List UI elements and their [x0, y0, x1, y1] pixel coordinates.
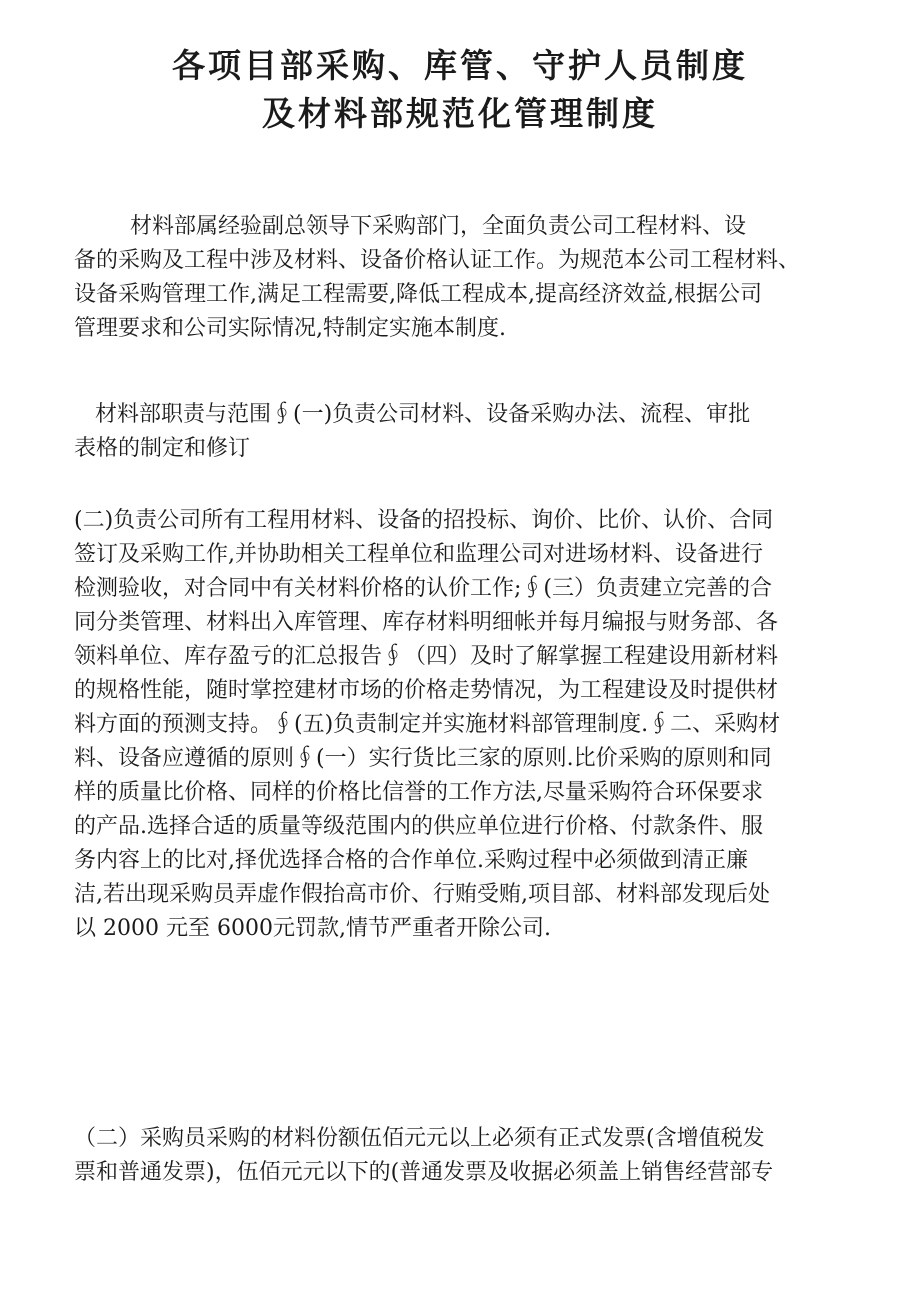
text-line: 材料部职责与范围∮(一)负责公司材料、设备采购办法、流程、审批 — [74, 402, 751, 427]
text-line: 材料部属经验副总领导下采购部门，全面负责公司工程材料、设 — [74, 214, 746, 239]
document-title-line-2: 及材料部规范化管理制度 — [262, 94, 658, 133]
paragraph-invoice-rules — [74, 1122, 870, 1190]
paragraph-duties-and-principles — [74, 504, 870, 946]
text-line: 票和普通发票)，伍佰元元以下的(普通发票及收据必须盖上销售经营部专 — [74, 1160, 774, 1185]
text-line: 同分类管理、材料出入库管理、库存材料明细帐并每月编报与财务部、各 — [74, 610, 779, 635]
text-line: 料方面的预测支持。∮(五)负责制定并实施材料部管理制度.∮二、采购材 — [74, 712, 781, 737]
paragraph-responsibilities — [74, 398, 870, 466]
text-line: 样的质量比价格、同样的价格比信誉的工作方法,尽量采购符合环保要求 — [74, 780, 763, 805]
text-line: （二）采购员采购的材料份额伍佰元元以上必须有正式发票(含增值税发 — [74, 1126, 765, 1151]
text-line: 的规格性能，随时掌控建材市场的价格走势情况，为工程建设及时提供材 — [74, 678, 779, 703]
text-line: 签订及采购工作,并协助相关工程单位和监理公司对进场材料、设备进行 — [74, 542, 763, 567]
text-line: 表格的制定和修订 — [74, 436, 251, 461]
text-line: (二)负责公司所有工程用材料、设备的招投标、询价、比价、认价、合同 — [74, 508, 774, 533]
text-line: 领料单位、库存盈亏的汇总报告∮（四）及时了解掌握工程建设用新材料 — [74, 644, 779, 669]
text-line: 设备采购管理工作,满足工程需要,降低工程成本,提高经济效益,根据公司 — [74, 282, 762, 307]
text-line: 检测验收，对合同中有关材料价格的认价工作;∮(三）负责建立完善的合 — [74, 576, 772, 601]
document-title-line-1: 各项目部采购、库管、守护人员制度 — [172, 46, 748, 85]
paragraph-intro — [74, 210, 870, 346]
text-line: 务内容上的比对,择优选择合格的合作单位.采购过程中必须做到清正廉 — [74, 848, 748, 873]
text-line: 料、设备应遵循的原则∮(一）实行货比三家的原则.比价采购的原则和同 — [74, 746, 772, 771]
text-line: 以 2000 元至 6000元罚款,情节严重者开除公司. — [74, 916, 551, 941]
text-line: 洁,若出现采购员弄虚作假抬高市价、行贿受贿,项目部、材料部发现后处 — [74, 882, 770, 907]
text-line: 管理要求和公司实际情况,特制定实施本制度. — [74, 316, 506, 341]
text-line: 的产品.选择合适的质量等级范围内的供应单位进行价格、付款条件、服 — [74, 814, 763, 839]
text-line: 备的采购及工程中涉及材料、设备价格认证工作。为规范本公司工程材料、 — [74, 248, 801, 273]
